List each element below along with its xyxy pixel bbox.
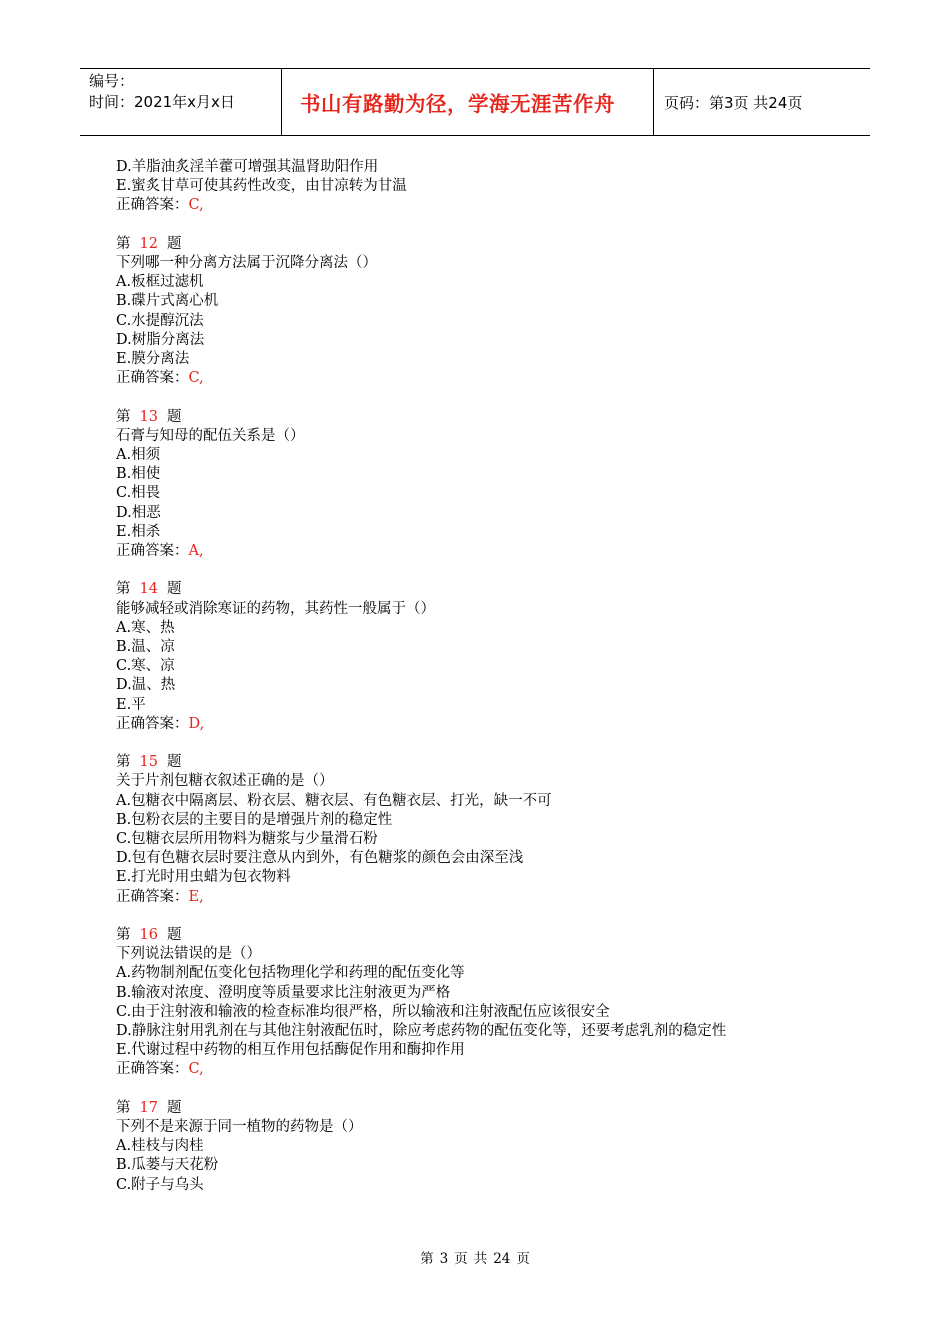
question-title <box>116 753 856 772</box>
answer-value: C, <box>188 197 204 214</box>
option-line: A.包糖衣中隔离层、粉衣层、糖衣层、有色糖衣层、打光，缺一不可 <box>116 792 552 809</box>
answer-line <box>116 542 856 561</box>
answer-line <box>116 888 856 907</box>
question-title <box>116 235 856 254</box>
question-prefix: 第 <box>116 581 131 598</box>
answer-value: C, <box>188 1061 204 1078</box>
option-line: B.碟片式离心机 <box>116 293 219 310</box>
question-suffix: 题 <box>166 408 182 425</box>
footer-suffix: 页 <box>516 1251 530 1267</box>
question-suffix: 题 <box>166 581 182 598</box>
option-line: B.包粉衣层的主要目的是增强片剂的稳定性 <box>116 811 393 828</box>
option-line: D.静脉注射用乳剂在与其他注射液配伍时，除应考虑药物的配伍变化等，还要考虑乳剂的稳定性 <box>116 1023 727 1040</box>
document-time-label: 时间：2021年x月x日 <box>89 93 235 111</box>
answer-value: C, <box>188 370 204 387</box>
header-motto: 书山有路勤为径，学海无涯苦作舟 <box>282 69 654 135</box>
option-line: D.树脂分离法 <box>116 331 205 348</box>
question-continuation <box>116 158 856 216</box>
question-title <box>116 408 856 427</box>
question-number: 14 <box>139 581 158 598</box>
document-number-label: 编号： <box>89 72 135 90</box>
answer-line <box>116 1060 856 1079</box>
answer-label: 正确答案： <box>116 1061 189 1078</box>
question-prefix: 第 <box>116 1099 131 1116</box>
answer-line <box>116 715 856 734</box>
question-number: 15 <box>139 754 158 771</box>
question-block <box>116 1099 856 1195</box>
option-line: C.附子与乌头 <box>116 1176 204 1193</box>
question-block <box>116 235 856 389</box>
question-block <box>116 408 856 562</box>
option-line: A.桂枝与肉桂 <box>116 1138 204 1155</box>
page-header <box>80 68 870 136</box>
option-line: C.相畏 <box>116 485 161 502</box>
answer-label: 正确答案： <box>116 715 189 732</box>
footer-current-page: 3 <box>439 1251 449 1267</box>
question-prefix: 第 <box>116 927 131 944</box>
question-prefix: 第 <box>116 754 131 771</box>
header-page-info: 页码：第3页 共24页 <box>664 93 803 112</box>
option-line: A.相须 <box>116 447 161 464</box>
option-line: E.代谢过程中药物的相互作用包括酶促作用和酶抑作用 <box>116 1042 465 1059</box>
question-stem: 能够减轻或消除寒证的药物，其药性一般属于（） <box>116 600 435 617</box>
option-line: E.平 <box>116 696 146 713</box>
option-line: E.相杀 <box>116 523 161 540</box>
question-suffix: 题 <box>166 1099 182 1116</box>
option-line: E.蜜炙甘草可使其药性改变，由甘凉转为甘温 <box>116 178 407 195</box>
question-suffix: 题 <box>166 927 182 944</box>
question-number: 13 <box>139 408 158 425</box>
option-line: C.由于注射液和输液的检查标准均很严格，所以输液和注射液配伍应该很安全 <box>116 1003 610 1020</box>
answer-line <box>116 196 856 215</box>
option-line: D.羊脂油炙淫羊藿可增强其温肾助阳作用 <box>116 159 379 175</box>
answer-value: A, <box>188 543 204 560</box>
answer-label: 正确答案： <box>116 197 189 214</box>
option-line: C.水提醇沉法 <box>116 312 204 329</box>
header-meta <box>80 69 282 135</box>
option-line: B.瓜蒌与天花粉 <box>116 1157 219 1174</box>
question-block <box>116 580 856 734</box>
option-line: A.药物制剂配伍变化包括物理化学和药理的配伍变化等 <box>116 965 465 982</box>
question-suffix: 题 <box>166 235 182 252</box>
answer-label: 正确答案： <box>116 888 189 905</box>
option-line: B.温、凉 <box>116 639 175 656</box>
question-stem: 下列哪一种分离方法属于沉降分离法（） <box>116 255 377 271</box>
option-line: E.膜分离法 <box>116 351 190 368</box>
option-line: D.包有色糖衣层时要注意从内到外，有色糖浆的颜色会由深至浅 <box>116 850 524 867</box>
question-content <box>116 158 856 1214</box>
page-footer <box>0 1247 950 1267</box>
answer-value: D, <box>188 715 205 732</box>
option-line: A.板框过滤机 <box>116 274 204 291</box>
answer-label: 正确答案： <box>116 543 189 560</box>
footer-total-label: 共 <box>473 1251 488 1267</box>
option-line: D.相恶 <box>116 504 161 521</box>
question-block <box>116 753 856 907</box>
question-block <box>116 926 856 1080</box>
question-prefix: 第 <box>116 235 131 252</box>
option-line: B.输液对浓度、澄明度等质量要求比注射液更为严格 <box>116 984 451 1001</box>
question-prefix: 第 <box>116 408 131 425</box>
option-line: C.寒、凉 <box>116 658 175 675</box>
question-number: 17 <box>139 1099 158 1116</box>
option-line: D.温、热 <box>116 677 176 694</box>
question-stem: 下列说法错误的是（） <box>116 946 261 963</box>
question-title <box>116 1099 856 1118</box>
footer-total-pages: 24 <box>493 1251 511 1267</box>
question-stem: 关于片剂包糖衣叙述正确的是（） <box>116 773 334 790</box>
question-title <box>116 580 856 599</box>
option-line: A.寒、热 <box>116 619 175 636</box>
question-suffix: 题 <box>166 754 182 771</box>
answer-value: E, <box>188 888 204 905</box>
option-line: B.相使 <box>116 466 161 483</box>
option-line: C.包糖衣层所用物料为糖浆与少量滑石粉 <box>116 831 378 848</box>
question-number: 12 <box>139 235 158 252</box>
question-title <box>116 926 856 945</box>
footer-prefix: 第 <box>420 1251 434 1267</box>
answer-line <box>116 369 856 388</box>
answer-label: 正确答案： <box>116 370 189 387</box>
question-stem: 石膏与知母的配伍关系是（） <box>116 427 305 444</box>
question-stem: 下列不是来源于同一植物的药物是（） <box>116 1119 363 1136</box>
option-line: E.打光时用虫蜡为包衣物料 <box>116 869 291 886</box>
question-number: 16 <box>139 927 158 944</box>
footer-page-word: 页 <box>454 1251 468 1267</box>
